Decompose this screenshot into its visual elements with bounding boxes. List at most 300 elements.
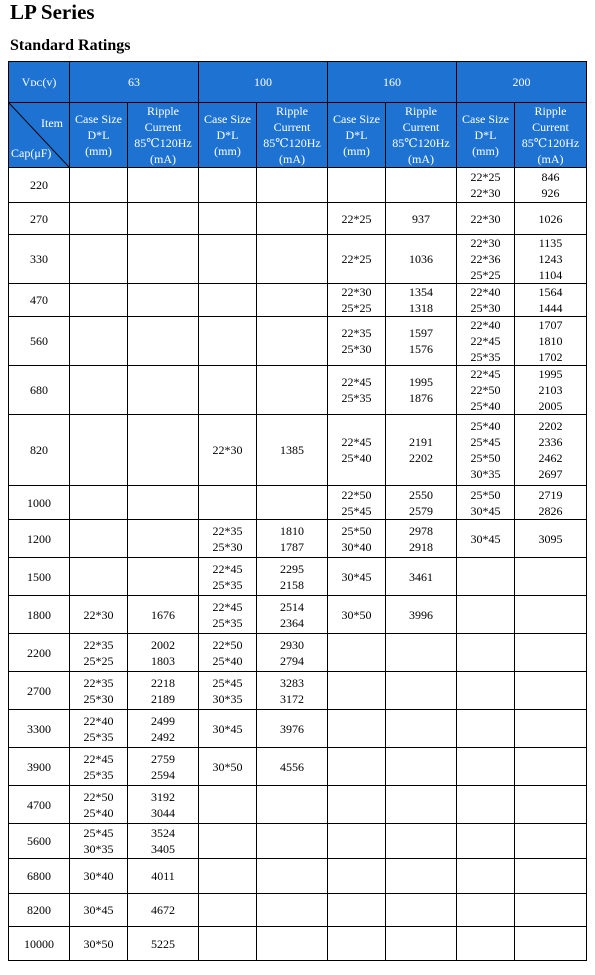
ripple-current-cell [515, 317, 587, 366]
cell-value-line: 2002 [151, 637, 175, 652]
ripple-current-cell [128, 672, 199, 710]
case-size-cell [199, 558, 257, 596]
cell-value-line: 1995 [538, 367, 563, 381]
case-size-cell [328, 203, 386, 235]
cell-value-line: 22*30 [212, 443, 243, 457]
ripple-current-cell [257, 317, 328, 366]
ripple-header-line: Current [273, 120, 311, 134]
table-row [9, 235, 587, 284]
case-size-cell [70, 520, 128, 558]
case-size-cell [328, 634, 386, 672]
ripple-current-cell [386, 786, 457, 824]
ripple-header-line: (mA) [279, 152, 305, 166]
cell-value-line: 2794 [280, 653, 304, 668]
cell-value-line: 4011 [151, 869, 175, 883]
ripple-current-cell [386, 284, 457, 317]
cell-value-line: 22*25 [341, 252, 372, 266]
cell-value-line: 1135 [538, 236, 563, 250]
case-size-cell [457, 520, 515, 558]
ripple-current-cell [257, 486, 328, 520]
ripple-current-cell [515, 927, 587, 961]
case-size-cell [457, 235, 515, 284]
capacitance-cell: 3900 [9, 748, 70, 786]
case-size-cell [70, 596, 128, 634]
ripple-current-cell [128, 284, 199, 317]
table-row [9, 596, 587, 634]
case-size-cell [328, 824, 386, 859]
ripple-current-cell [128, 520, 199, 558]
case-size-cell [457, 486, 515, 520]
case-size-cell [328, 284, 386, 317]
cell-value-line: 1354 [409, 285, 433, 299]
case-size-header-200 [457, 103, 515, 168]
case-size-cell [328, 859, 386, 894]
ripple-current-cell [515, 894, 587, 927]
ripple-current-cell [257, 710, 328, 748]
cell-value-line: 30*35 [470, 467, 501, 481]
ripple-current-cell [386, 927, 457, 961]
case-size-header-line: D*L [216, 128, 239, 142]
capacitance-cell: 220 [9, 168, 70, 203]
ripple-header-line: Current [144, 120, 182, 134]
table-row [9, 786, 587, 824]
cell-value-line: 2103 [538, 383, 563, 397]
ratings-body [9, 168, 587, 961]
cell-value-line: 25*30 [212, 539, 243, 554]
cell-value-line: 2158 [280, 577, 304, 592]
ripple-current-cell [128, 748, 199, 786]
ripple-current-cell [515, 634, 587, 672]
voltage-63-header: 63 [70, 62, 199, 103]
ripple-current-header-160 [386, 103, 457, 168]
cell-value-line: 22*50 [83, 789, 114, 804]
ripple-current-cell [257, 596, 328, 634]
cap-label: Cap(μF) [11, 146, 52, 160]
table-row [9, 634, 587, 672]
table-row [9, 203, 587, 235]
ripple-header-line: Ripple [276, 104, 308, 118]
case-size-cell [70, 558, 128, 596]
cell-value-line: 2462 [538, 451, 563, 465]
table-row [9, 486, 587, 520]
case-size-cell [328, 168, 386, 203]
cell-value-line: 1026 [538, 211, 563, 226]
case-size-cell [199, 672, 257, 710]
cell-value-line: 22*30 [470, 211, 501, 226]
cell-value-line: 22*45 [341, 435, 372, 449]
cell-value-line: 3405 [151, 842, 175, 856]
case-size-cell [70, 748, 128, 786]
cell-value-line: 25*45 [212, 675, 243, 690]
ripple-current-cell [257, 894, 328, 927]
case-size-cell [199, 786, 257, 824]
ripple-current-cell [128, 317, 199, 366]
cell-value-line: 25*25 [341, 301, 372, 315]
ripple-header-line: Current [532, 120, 569, 134]
cell-value-line: 1810 [538, 334, 563, 348]
case-size-cell [457, 710, 515, 748]
cell-value-line: 3976 [280, 721, 304, 736]
table-row [9, 824, 587, 859]
case-size-cell [457, 824, 515, 859]
ripple-header-line: Ripple [405, 104, 437, 118]
cell-value-line: 1995 [409, 375, 433, 389]
case-size-cell [328, 748, 386, 786]
capacitance-cell: 2200 [9, 634, 70, 672]
cell-value-line: 22*45 [212, 561, 243, 576]
ripple-current-cell [386, 415, 457, 486]
voltage-160-header: 160 [328, 62, 457, 103]
ripple-current-cell [515, 596, 587, 634]
cell-value-line: 2364 [280, 615, 304, 630]
case-size-cell [199, 168, 257, 203]
cell-value-line: 30*50 [83, 936, 114, 951]
cell-value-line: 2826 [538, 503, 563, 518]
cell-value-line: 22*30 [83, 607, 114, 622]
case-size-cell [199, 235, 257, 284]
ripple-header-line: Ripple [534, 104, 567, 118]
case-size-header-63 [70, 103, 128, 168]
cell-value-line: 25*25 [470, 268, 501, 282]
cell-value-line: 1676 [151, 607, 175, 622]
ripple-current-cell [386, 596, 457, 634]
cell-value-line: 1803 [151, 653, 175, 668]
cell-value-line: 1576 [409, 342, 433, 356]
cell-value-line: 2218 [151, 675, 175, 690]
cell-value-line: 2930 [280, 637, 304, 652]
ripple-current-cell [128, 894, 199, 927]
case-size-cell [457, 634, 515, 672]
ripple-current-cell [128, 203, 199, 235]
cell-value-line: 30*35 [212, 691, 243, 706]
cell-value-line: 3996 [409, 607, 433, 622]
case-size-cell [199, 634, 257, 672]
capacitance-cell: 1800 [9, 596, 70, 634]
table-row [9, 415, 587, 486]
capacitance-cell: 2700 [9, 672, 70, 710]
capacitance-cell: 680 [9, 366, 70, 415]
ripple-current-cell [128, 486, 199, 520]
ripple-current-cell [386, 520, 457, 558]
ripple-current-cell [386, 634, 457, 672]
cell-value-line: 25*45 [341, 503, 372, 518]
cell-value-line: 2918 [409, 539, 433, 554]
case-size-cell [328, 894, 386, 927]
case-size-header-line: (mm) [214, 144, 241, 158]
cell-value-line: 4556 [280, 759, 304, 774]
ripple-current-cell [515, 235, 587, 284]
cell-value-line: 25*35 [83, 767, 114, 782]
capacitance-cell: 6800 [9, 859, 70, 894]
cell-value-line: 25*35 [83, 729, 114, 744]
cell-value-line: 22*50 [341, 487, 372, 502]
case-size-header-line: D*L [474, 128, 497, 142]
cell-value-line: 30*45 [470, 531, 501, 546]
ripple-current-cell [257, 859, 328, 894]
table-row [9, 894, 587, 927]
cell-value-line: 22*45 [341, 375, 372, 389]
ripple-current-cell [257, 520, 328, 558]
case-size-cell [328, 520, 386, 558]
cell-value-line: 30*45 [341, 569, 372, 584]
case-size-cell [457, 558, 515, 596]
cell-value-line: 1318 [409, 301, 433, 315]
case-size-header-line: Case Size [462, 112, 509, 126]
cell-value-line: 1036 [409, 252, 433, 266]
table-row [9, 317, 587, 366]
case-size-cell [70, 203, 128, 235]
case-size-cell [328, 366, 386, 415]
cell-value-line: 30*45 [470, 503, 501, 518]
cell-value-line: 25*45 [470, 435, 501, 449]
case-size-cell [457, 415, 515, 486]
case-size-cell [328, 558, 386, 596]
cell-value-line: 22*30 [470, 236, 501, 250]
case-size-cell [457, 203, 515, 235]
capacitance-cell: 3300 [9, 710, 70, 748]
cell-value-line: 25*40 [470, 419, 501, 433]
ripple-current-cell [515, 366, 587, 415]
cell-value-line: 1444 [538, 301, 563, 315]
case-size-header-line: (mm) [472, 144, 499, 158]
case-size-cell [457, 894, 515, 927]
ripple-current-cell [128, 634, 199, 672]
cell-value-line: 2202 [538, 419, 563, 433]
cell-value-line: 2978 [409, 523, 433, 538]
ripple-current-cell [386, 235, 457, 284]
cell-value-line: 1787 [280, 539, 304, 554]
cell-value-line: 2579 [409, 503, 433, 518]
case-size-cell [199, 520, 257, 558]
ripple-header-line: Current [402, 120, 440, 134]
table-row [9, 284, 587, 317]
ripple-header-line: (mA) [537, 152, 564, 166]
cell-value-line: 22*35 [83, 675, 114, 690]
item-label: Item [41, 116, 63, 130]
case-size-cell [199, 203, 257, 235]
cell-value-line: 22*25 [341, 211, 372, 226]
voltage-100-header: 100 [199, 62, 328, 103]
ripple-current-cell [257, 927, 328, 961]
capacitance-cell: 1000 [9, 486, 70, 520]
ripple-current-cell [386, 203, 457, 235]
case-size-cell [70, 366, 128, 415]
ripple-current-cell [128, 366, 199, 415]
ripple-current-cell [386, 317, 457, 366]
page-title: LP Series [10, 0, 95, 24]
capacitance-cell: 470 [9, 284, 70, 317]
cell-value-line: 1243 [538, 252, 563, 266]
ripple-current-cell [128, 786, 199, 824]
ripple-header-line: (mA) [150, 152, 176, 166]
ripple-current-cell [515, 415, 587, 486]
case-size-cell [328, 317, 386, 366]
cell-value-line: 2697 [538, 467, 563, 481]
ripple-current-cell [128, 710, 199, 748]
cell-value-line: 22*45 [83, 751, 114, 766]
capacitance-cell: 1500 [9, 558, 70, 596]
cell-value-line: 25*40 [341, 451, 372, 465]
ripple-header-line: 85℃120Hz [521, 136, 580, 150]
ripple-current-cell [515, 168, 587, 203]
ripple-current-cell [515, 284, 587, 317]
case-size-cell [457, 596, 515, 634]
case-size-cell [457, 927, 515, 961]
case-size-cell [199, 284, 257, 317]
cell-value-line: 1104 [538, 268, 563, 282]
ripple-current-header-200 [515, 103, 587, 168]
cell-value-line: 25*45 [83, 826, 114, 840]
case-size-cell [70, 894, 128, 927]
case-size-cell [199, 317, 257, 366]
ripple-current-header-63 [128, 103, 199, 168]
cell-value-line: 25*35 [212, 577, 243, 592]
capacitance-cell: 10000 [9, 927, 70, 961]
cell-value-line: 2189 [151, 691, 175, 706]
case-size-cell [70, 710, 128, 748]
cell-value-line: 22*45 [212, 599, 243, 614]
case-size-cell [199, 486, 257, 520]
ripple-current-cell [128, 235, 199, 284]
cell-value-line: 1564 [538, 285, 563, 299]
capacitance-cell: 8200 [9, 894, 70, 927]
cell-value-line: 25*50 [470, 451, 501, 465]
case-size-cell [457, 672, 515, 710]
cell-value-line: 22*50 [470, 383, 501, 397]
table-row [9, 710, 587, 748]
cell-value-line: 25*30 [470, 301, 501, 315]
case-size-cell [199, 366, 257, 415]
cell-value-line: 2594 [151, 767, 175, 782]
table-row [9, 520, 587, 558]
ripple-current-cell [515, 786, 587, 824]
cell-value-line: 25*50 [470, 487, 501, 502]
case-size-cell [457, 168, 515, 203]
case-size-cell [328, 672, 386, 710]
ripple-current-cell [257, 824, 328, 859]
cell-value-line: 22*40 [470, 285, 501, 299]
cell-value-line: 2514 [280, 599, 304, 614]
case-size-cell [457, 284, 515, 317]
table-row [9, 859, 587, 894]
case-size-cell [328, 927, 386, 961]
case-size-header-line: Case Size [75, 112, 122, 126]
ripple-header-line: 85℃120Hz [134, 136, 192, 150]
case-size-cell [70, 927, 128, 961]
ripple-current-cell [386, 672, 457, 710]
cell-value-line: 30*40 [341, 539, 372, 554]
cell-value-line: 2759 [151, 751, 175, 766]
capacitance-cell: 4700 [9, 786, 70, 824]
cell-value-line: 2492 [151, 729, 175, 744]
ripple-header-line: 85℃120Hz [392, 136, 450, 150]
cell-value-line: 25*25 [83, 653, 114, 668]
capacitance-cell: 270 [9, 203, 70, 235]
cell-value-line: 3172 [280, 691, 304, 706]
case-size-cell [457, 366, 515, 415]
cell-value-line: 30*45 [83, 903, 114, 917]
cell-value-line: 2550 [409, 487, 433, 502]
cell-value-line: 3044 [151, 805, 175, 820]
ripple-current-cell [257, 168, 328, 203]
case-size-header-line: D*L [345, 128, 368, 142]
cell-value-line: 1385 [280, 443, 304, 457]
cell-value-line: 4672 [151, 903, 175, 917]
cell-value-line: 22*25 [470, 170, 501, 184]
cell-value-line: 3283 [280, 675, 304, 690]
ripple-current-cell [515, 558, 587, 596]
cell-value-line: 22*50 [212, 637, 243, 652]
capacitance-cell: 560 [9, 317, 70, 366]
cell-value-line: 30*45 [212, 721, 243, 736]
case-size-cell [70, 786, 128, 824]
capacitance-cell: 5600 [9, 824, 70, 859]
ripple-current-cell [257, 558, 328, 596]
cell-value-line: 25*35 [341, 391, 372, 405]
case-size-cell [70, 317, 128, 366]
case-size-cell [70, 284, 128, 317]
cell-value-line: 1707 [538, 318, 563, 332]
cell-value-line: 22*30 [341, 285, 372, 299]
cell-value-line: 25*40 [83, 805, 114, 820]
cell-value-line: 1597 [409, 326, 433, 340]
ripple-current-cell [386, 168, 457, 203]
cell-value-line: 22*45 [470, 367, 501, 381]
cell-value-line: 1810 [280, 523, 304, 538]
ripple-current-cell [257, 415, 328, 486]
cell-value-line: 1876 [409, 391, 433, 405]
ratings-table [8, 61, 587, 961]
case-size-cell [457, 317, 515, 366]
table-row [9, 672, 587, 710]
case-size-cell [70, 672, 128, 710]
section-subtitle: Standard Ratings [10, 37, 131, 54]
ripple-current-cell [386, 748, 457, 786]
cell-value-line: 2719 [538, 487, 563, 502]
column-header-row [9, 103, 587, 168]
cell-value-line: 2202 [409, 451, 433, 465]
case-size-cell [199, 748, 257, 786]
cell-value-line: 22*36 [470, 252, 501, 266]
ripple-current-cell [257, 284, 328, 317]
case-size-cell [328, 415, 386, 486]
item-cap-diagonal-header [9, 103, 70, 168]
case-size-header-line: Case Size [333, 112, 380, 126]
case-size-cell [328, 596, 386, 634]
cell-value-line: 25*40 [212, 653, 243, 668]
case-size-cell [328, 486, 386, 520]
case-size-cell [70, 634, 128, 672]
ripple-current-header-100 [257, 103, 328, 168]
cell-value-line: 2005 [538, 399, 563, 413]
case-size-header-100 [199, 103, 257, 168]
ripple-current-cell [515, 486, 587, 520]
cell-value-line: 22*35 [341, 326, 372, 340]
table-row [9, 748, 587, 786]
cell-value-line: 846 [541, 170, 560, 184]
ripple-header-line: Ripple [147, 104, 179, 118]
case-size-header-line: (mm) [343, 144, 370, 158]
case-size-cell [199, 596, 257, 634]
case-size-cell [70, 235, 128, 284]
cell-value-line: 5225 [151, 936, 175, 951]
cell-value-line: 1702 [538, 350, 563, 364]
case-size-cell [199, 824, 257, 859]
ripple-current-cell [257, 235, 328, 284]
case-size-header-line: D*L [87, 128, 110, 142]
ripple-current-cell [386, 894, 457, 927]
cell-value-line: 25*30 [83, 691, 114, 706]
